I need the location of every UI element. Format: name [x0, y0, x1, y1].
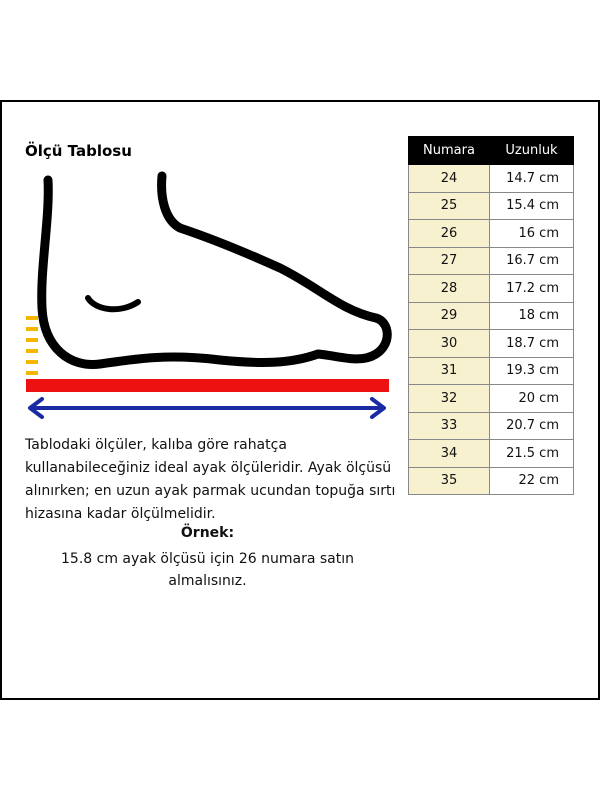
size-number: 29: [409, 302, 490, 330]
size-length: 19.3 cm: [490, 357, 574, 385]
table-row: [409, 247, 574, 275]
size-number: 25: [409, 192, 490, 220]
header-number: Numara: [409, 137, 490, 165]
example-text: 15.8 cm ayak ölçüsü için 26 numara satın almalısınız.: [61, 551, 354, 589]
size-length: 18.7 cm: [490, 330, 574, 358]
size-length: 16 cm: [490, 220, 574, 248]
example-title: Örnek:: [180, 525, 235, 541]
double-arrow-icon: [30, 399, 384, 417]
heel-marks-icon: [26, 318, 38, 373]
ankle-mark-icon: [88, 298, 138, 309]
table-row: [409, 220, 574, 248]
size-length: 22 cm: [490, 467, 574, 495]
table-row: [409, 357, 574, 385]
size-number: 33: [409, 412, 490, 440]
size-length: 15.4 cm: [490, 192, 574, 220]
description-text: Tablodaki ölçüler, kalıba göre rahatça kullanabileceğiniz ideal ayak ölçüleridir. Ayak ölçüsü alınırken; en uzun ayak parmak ucundan topuğa sırtı hizasına kadar ölçülmelidir.: [25, 437, 396, 522]
table-row: [409, 412, 574, 440]
size-length: 16.7 cm: [490, 247, 574, 275]
table-row: [409, 330, 574, 358]
size-number: 31: [409, 357, 490, 385]
size-number: 35: [409, 467, 490, 495]
table-row: [409, 192, 574, 220]
foot-outline-icon: [42, 176, 388, 365]
table-header-row: [409, 137, 574, 165]
size-length: 21.5 cm: [490, 440, 574, 468]
chart-title: Ölçü Tablosu: [25, 142, 132, 160]
size-number: 30: [409, 330, 490, 358]
table-row: [409, 440, 574, 468]
size-number: 24: [409, 165, 490, 193]
size-number: 28: [409, 275, 490, 303]
size-length: 20 cm: [490, 385, 574, 413]
table-row: [409, 302, 574, 330]
size-table: [408, 136, 574, 495]
table-row: [409, 165, 574, 193]
size-number: 34: [409, 440, 490, 468]
size-length: 20.7 cm: [490, 412, 574, 440]
table-row: [409, 467, 574, 495]
size-length: 14.7 cm: [490, 165, 574, 193]
size-number: 27: [409, 247, 490, 275]
table-row: [409, 275, 574, 303]
header-length: Uzunluk: [490, 137, 574, 165]
foot-illustration: [20, 168, 400, 428]
size-length: 17.2 cm: [490, 275, 574, 303]
size-number: 32: [409, 385, 490, 413]
table-row: [409, 385, 574, 413]
size-length: 18 cm: [490, 302, 574, 330]
sole-bar: [26, 379, 389, 392]
size-number: 26: [409, 220, 490, 248]
